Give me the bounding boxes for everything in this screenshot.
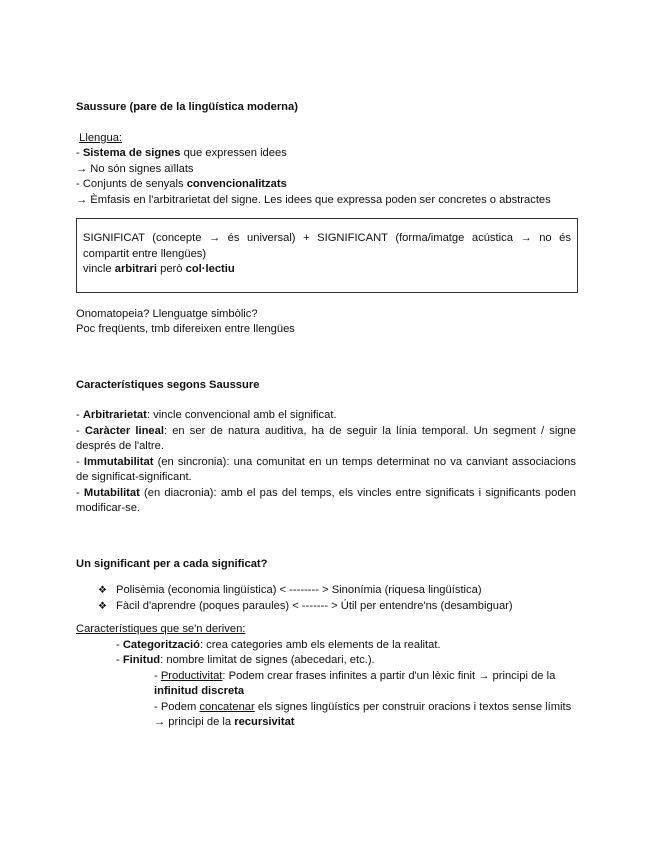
signe-definition: SIGNIFICAT (concepte → és universal) + SIGNIFICANT (forma/imatge acústica → no és compartit entre llengües) xyxy=(83,232,571,260)
onomatopeia-question: Onomatopeia? Llenguatge simbòlic? xyxy=(76,307,258,320)
page-title: Saussure (pare de la lingüística moderna) xyxy=(76,101,298,113)
deriven-item: - Categorització: crea categories amb els elements de la realitat. xyxy=(116,638,441,651)
caracteristica-item: - Caràcter lineal: en ser de natura auditiva, ha de seguir la línia temporal. Un segment / signe després de l'altre. xyxy=(76,424,576,452)
list-item: ❖ Polisèmia (economia lingüística) < -------- > Sinonímia (riquesa lingüística) xyxy=(98,583,576,599)
llengua-item: - Conjunts de senyals convencionalitzats xyxy=(76,178,287,190)
llengua-item: → No són signes aïllats xyxy=(76,162,194,175)
caracteristica-item: - Mutabilitat (en diacronia): amb el pas del temps, els vincles entre significats i significants poden modificar-se. xyxy=(76,486,576,514)
un-significant-list xyxy=(76,583,576,614)
caracteristiques-title: Característiques segons Saussure xyxy=(76,378,260,391)
deriven-subitem: - Podem concatenar els signes lingüístics per construir oracions i textos sense límits → principi de la recursivitat xyxy=(154,700,572,728)
deriven-subitem: - Productivitat: Podem crear frases infinites a partir d'un lèxic finit → principi de la infinitud discreta xyxy=(154,669,556,697)
signe-box xyxy=(76,218,578,293)
list-item: ❖ Fàcil d'aprendre (poques paraules) < ------- > Útil per entendre'ns (desambiguar) xyxy=(98,599,576,615)
un-significant-title: Un significant per a cada significat? xyxy=(76,557,268,570)
diamond-bullet-icon: ❖ xyxy=(98,600,107,612)
onomatopeia-answer: Poc freqüents, tmb difereixen entre llengües xyxy=(76,323,295,335)
caracteristica-item: - Arbitrarietat: vincle convencional amb el significat. xyxy=(76,409,337,421)
deriven-heading: Característiques que se'n deriven: xyxy=(76,623,246,635)
document-page xyxy=(76,100,576,731)
signe-vincle: vincle arbitrari però col·lectiu xyxy=(83,263,235,275)
deriven-item: - Finitud: nombre limitat de signes (abecedari, etc.). xyxy=(116,654,375,666)
llengua-heading: Llengua: xyxy=(79,131,123,144)
diamond-bullet-icon: ❖ xyxy=(98,585,107,596)
llengua-item: - Sistema de signes que expressen idees xyxy=(76,147,287,159)
llengua-item: → Èmfasis en l'arbitrarietat del signe. Les idees que expressa poden ser concretes o abstractes xyxy=(76,193,551,206)
caracteristica-item: - Immutabilitat (en sincronia): una comunitat en un temps determinat no va canviant associacions de significat-significant. xyxy=(76,455,576,483)
